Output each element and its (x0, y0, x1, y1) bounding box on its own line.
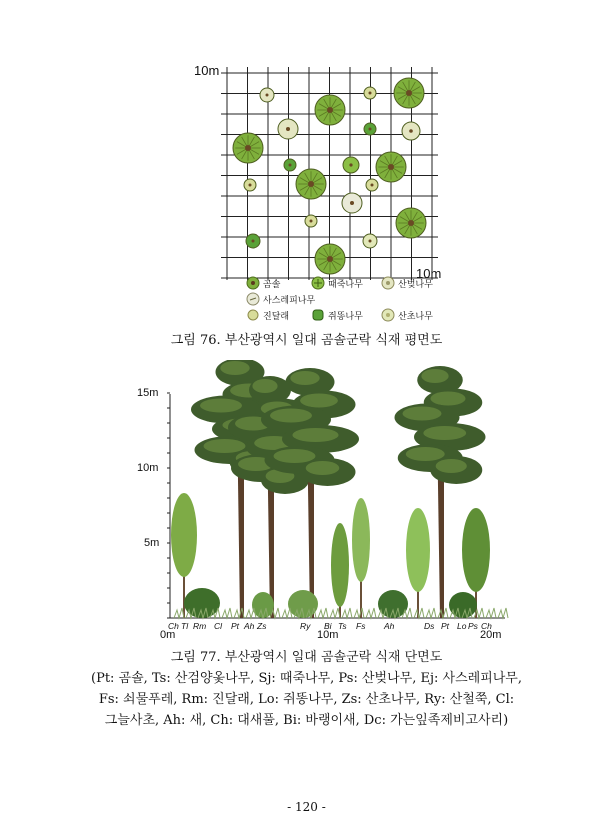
species-label: Ps (468, 621, 478, 631)
grass (366, 608, 376, 618)
legend-label: 진달래 (263, 311, 290, 322)
species-label: Cl (214, 621, 223, 631)
broadleaf-tree (331, 523, 349, 618)
plan-scale-right-label: 10m (416, 266, 442, 281)
page-number: - 120 - (287, 800, 326, 814)
x-label-20m: 20m (480, 629, 502, 641)
x-label-0m: 0m (160, 629, 176, 641)
cherry-crown-icon (381, 276, 395, 290)
tree-crown (343, 157, 359, 173)
species-label: Rm (193, 621, 207, 631)
legend-item-sancho (381, 308, 433, 322)
species-label: Lo (457, 621, 467, 631)
tree-crown (296, 169, 326, 199)
broadleaf-tree (352, 498, 370, 618)
species-label: Tl (181, 621, 189, 631)
figure-77-caption-line-4: 그늘사초, Ah: 새, Ch: 대새풀, Bi: 바랭이새, Dc: 가는잎족제비고사리) (104, 713, 509, 728)
plan-view-grid (220, 60, 450, 280)
species-label: Ts (338, 621, 347, 631)
tree-crown (364, 87, 376, 99)
legend-label: 산벚나무 (398, 279, 433, 290)
legend-item-jindallae (246, 308, 289, 322)
grass (486, 608, 496, 618)
grass (318, 608, 328, 618)
legend-item-sanbeot (381, 276, 433, 290)
grass (498, 608, 508, 618)
species-label: Ds (424, 621, 435, 631)
species-label: Ry (300, 621, 311, 631)
tree-crown (260, 88, 274, 102)
x-label-10m: 10m (317, 629, 339, 641)
broadleaf-tree (406, 508, 430, 618)
grass (282, 608, 292, 618)
tree-crown (315, 244, 345, 274)
species-label: Pt (231, 621, 240, 631)
grass (342, 608, 352, 618)
grass (246, 608, 256, 618)
legend-label: 사스레피나무 (263, 295, 316, 306)
grass (222, 608, 232, 618)
legend-item-gomsol (246, 276, 280, 290)
species-label: Ah (244, 621, 255, 631)
eurya-crown-icon (246, 292, 260, 306)
species-label: Bi (324, 621, 332, 631)
tree-crown (363, 234, 377, 248)
section-plants (171, 360, 508, 618)
privet-crown-icon (311, 308, 325, 322)
tree-crown (315, 95, 345, 125)
grass (330, 608, 340, 618)
plan-scale-top-label: 10m (194, 63, 220, 78)
legend-item-ttaejuk (311, 276, 363, 290)
species-label: Ah (384, 621, 395, 631)
y-label-5m: 5m (144, 537, 160, 549)
figure-77-caption-line-3: Fs: 쇠물푸레, Rm: 진달래, Lo: 쥐똥나무, Zs: 산초나무, Ry: 산철쭉, Cl: (98, 692, 515, 707)
figure-76-caption: 그림 76. 부산광역시 일대 곰솔군락 식재 평면도 (170, 333, 443, 348)
tree-crown (278, 119, 298, 139)
pine-crown-icon (246, 276, 260, 290)
tree-crown (396, 208, 426, 238)
species-label: Zs (257, 621, 267, 631)
azalea-crown-icon (246, 308, 260, 322)
tree-crown (284, 159, 296, 171)
grass (174, 608, 184, 618)
figure-77-caption-line-2: (Pt: 곰솔, Ts: 산검양옻나무, Sj: 때죽나무, Ps: 산벚나무, Ej: 사스레피나무, (91, 671, 522, 686)
tree-crown (402, 122, 420, 140)
y-label-15m: 15m (137, 387, 159, 399)
tree-crown (394, 78, 424, 108)
species-label: Fs (356, 621, 366, 631)
legend-label: 쥐똥나무 (328, 311, 363, 322)
snowbell-crown-icon (311, 276, 325, 290)
tree-crown (364, 123, 376, 135)
tree-crown (233, 133, 263, 163)
tree-crown (246, 234, 260, 248)
legend-label: 곰솔 (263, 279, 281, 290)
tree-crown (376, 152, 406, 182)
legend-item-saseurepi (246, 292, 315, 306)
tree-crown (366, 179, 378, 191)
grass (354, 608, 364, 618)
legend-label: 때죽나무 (328, 279, 363, 290)
legend-label: 산초나무 (398, 311, 433, 322)
tree-crown (244, 179, 256, 191)
species-label: Pt (441, 621, 450, 631)
tree-crown (305, 215, 317, 227)
legend-item-jwittong (311, 308, 363, 322)
figure-77-caption-line-1: 그림 77. 부산광역시 일대 곰솔군락 식재 단면도 (170, 650, 443, 665)
zanthoxylum-crown-icon (381, 308, 395, 322)
y-label-10m: 10m (137, 462, 159, 474)
species-label: Ch (168, 621, 179, 631)
section-view (160, 360, 510, 622)
species-label: Ch (481, 621, 492, 631)
tree-crown (342, 193, 362, 213)
grass (426, 608, 436, 618)
